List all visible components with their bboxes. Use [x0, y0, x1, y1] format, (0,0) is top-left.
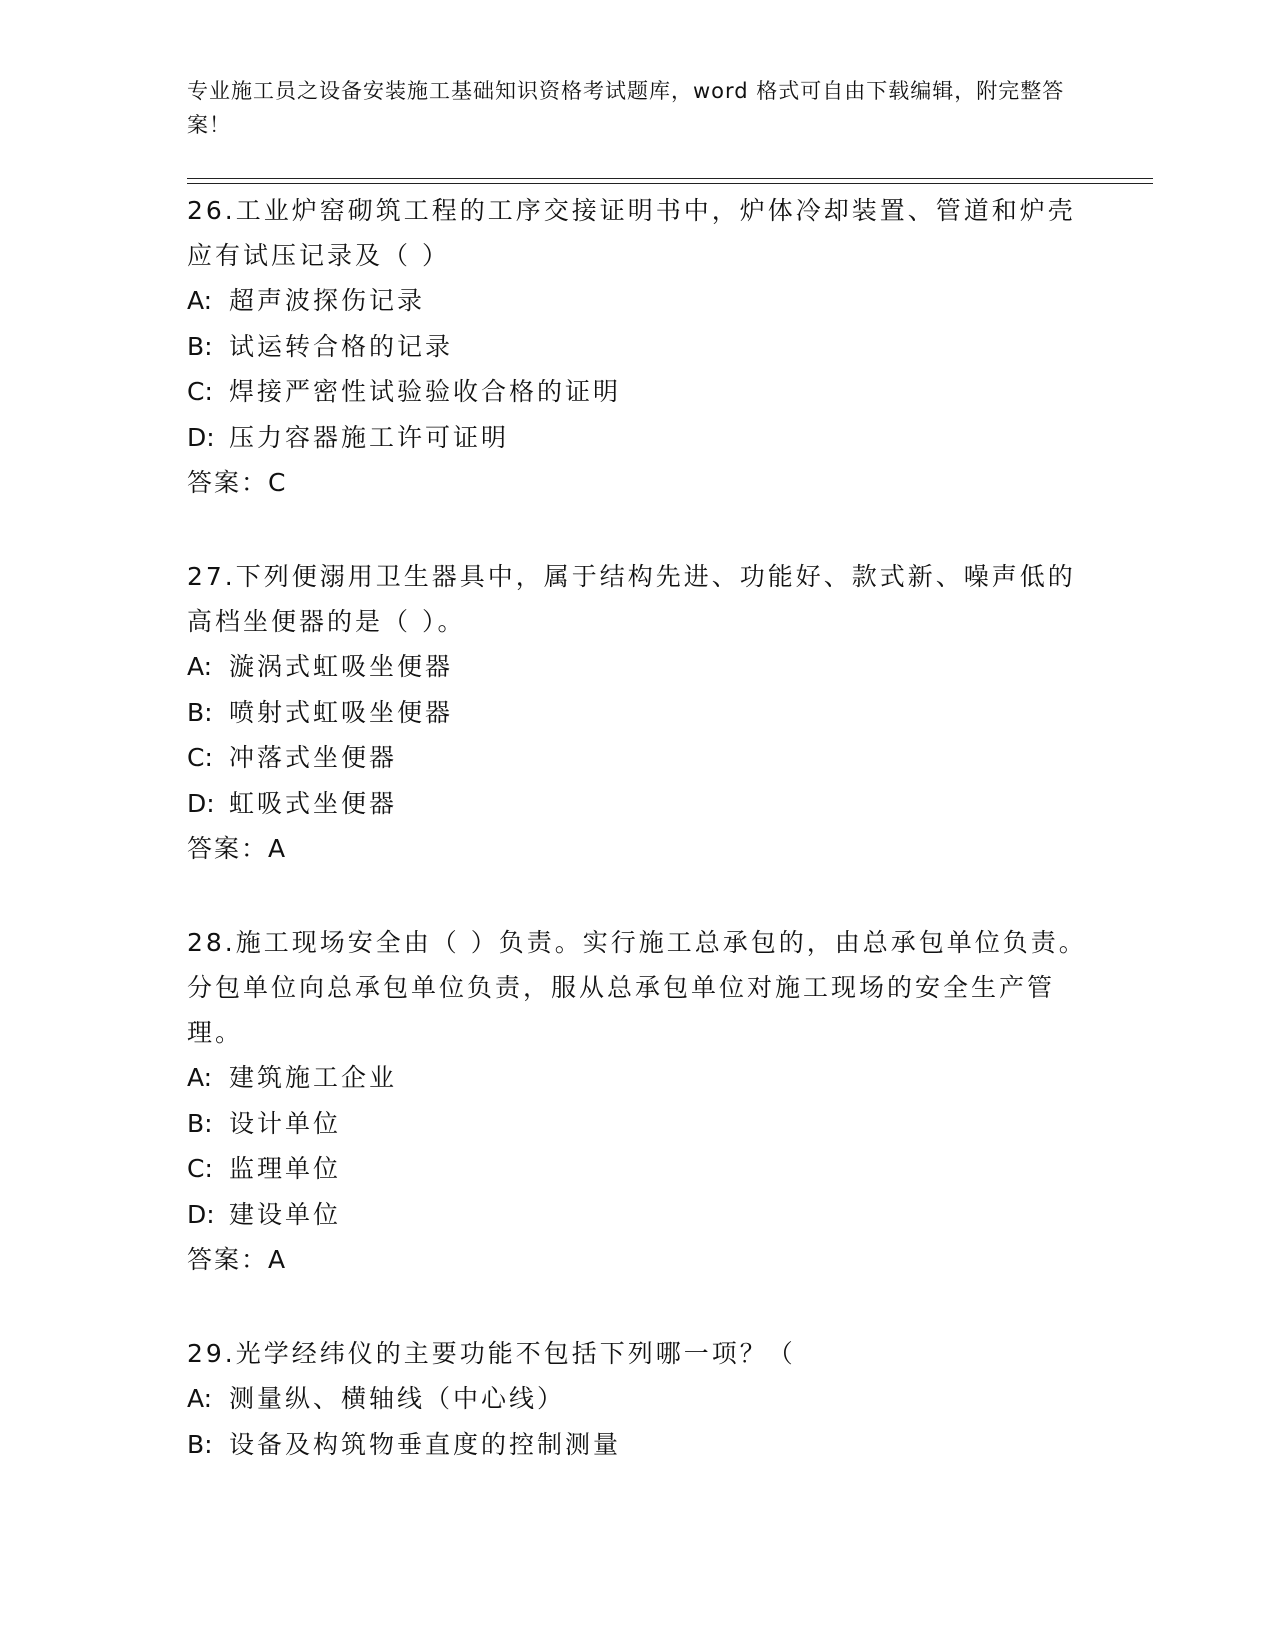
option-text: 压力容器施工许可证明 [229, 422, 510, 452]
option-b [187, 1101, 1087, 1147]
option-d [187, 415, 1087, 461]
answer-line: 答案：A [187, 834, 288, 863]
question-list [187, 188, 1087, 1515]
option-text: 设计单位 [229, 1108, 342, 1138]
option-b [187, 324, 1087, 370]
question-stem: 26.工业炉窑砌筑工程的工序交接证明书中，炉体冷却装置、管道和炉壳应有试压记录及（ ） [187, 196, 1076, 270]
option-b [187, 690, 1087, 736]
answer-line: 答案：C [187, 468, 288, 497]
option-text: 测量纵、横轴线（中心线） [229, 1384, 566, 1413]
option-text: 建设单位 [229, 1199, 342, 1229]
document-intro: 专业施工员之设备安装施工基础知识资格考试题库，word 格式可自由下载编辑，附完整答案！ [187, 79, 1065, 137]
option-b [187, 1422, 1087, 1468]
option-text: 设备及构筑物垂直度的控制测量 [229, 1429, 622, 1459]
option-c [187, 1146, 1087, 1192]
header-divider-bottom [187, 183, 1153, 184]
option-letter: A: [187, 286, 213, 315]
option-d [187, 781, 1087, 827]
question-27 [187, 554, 1087, 872]
question-28 [187, 920, 1087, 1283]
option-text: 虹吸式坐便器 [229, 788, 398, 818]
option-letter: D: [187, 1199, 215, 1229]
option-letter: C: [187, 377, 213, 406]
question-stem: 29.光学经纬仪的主要功能不包括下列哪一项？（ [187, 1339, 796, 1368]
option-letter: C: [187, 1154, 213, 1183]
answer-line: 答案：A [187, 1245, 288, 1274]
option-c [187, 369, 1087, 415]
option-letter: B: [187, 697, 213, 727]
header-divider-top [187, 178, 1153, 179]
option-text: 焊接严密性试验验收合格的证明 [229, 377, 622, 406]
option-text: 监理单位 [229, 1154, 342, 1183]
option-text: 试运转合格的记录 [229, 331, 454, 361]
option-a [187, 278, 1087, 324]
option-letter: B: [187, 331, 213, 361]
option-letter: C: [187, 743, 213, 772]
option-letter: A: [187, 1063, 213, 1092]
option-text: 喷射式虹吸坐便器 [229, 697, 454, 727]
option-a [187, 644, 1087, 690]
option-c [187, 735, 1087, 781]
option-text: 建筑施工企业 [229, 1063, 398, 1092]
option-text: 冲落式坐便器 [229, 743, 398, 772]
option-letter: D: [187, 422, 215, 452]
option-a [187, 1055, 1087, 1101]
question-stem: 28.施工现场安全由（ ）负责。实行施工总承包的，由总承包单位负责。分包单位向总承包单位负责，服从总承包单位对施工现场的安全生产管理。 [187, 928, 1087, 1047]
option-d [187, 1192, 1087, 1238]
option-letter: A: [187, 1384, 213, 1413]
question-26 [187, 188, 1087, 506]
question-stem: 27.下列便溺用卫生器具中，属于结构先进、功能好、款式新、噪声低的高档坐便器的是（ ）。 [187, 562, 1076, 636]
option-a [187, 1376, 1087, 1422]
option-letter: B: [187, 1429, 213, 1459]
option-letter: D: [187, 788, 215, 818]
option-letter: B: [187, 1108, 213, 1138]
option-text: 漩涡式虹吸坐便器 [229, 652, 454, 681]
option-letter: A: [187, 652, 213, 681]
option-text: 超声波探伤记录 [229, 286, 426, 315]
question-29 [187, 1331, 1087, 1467]
